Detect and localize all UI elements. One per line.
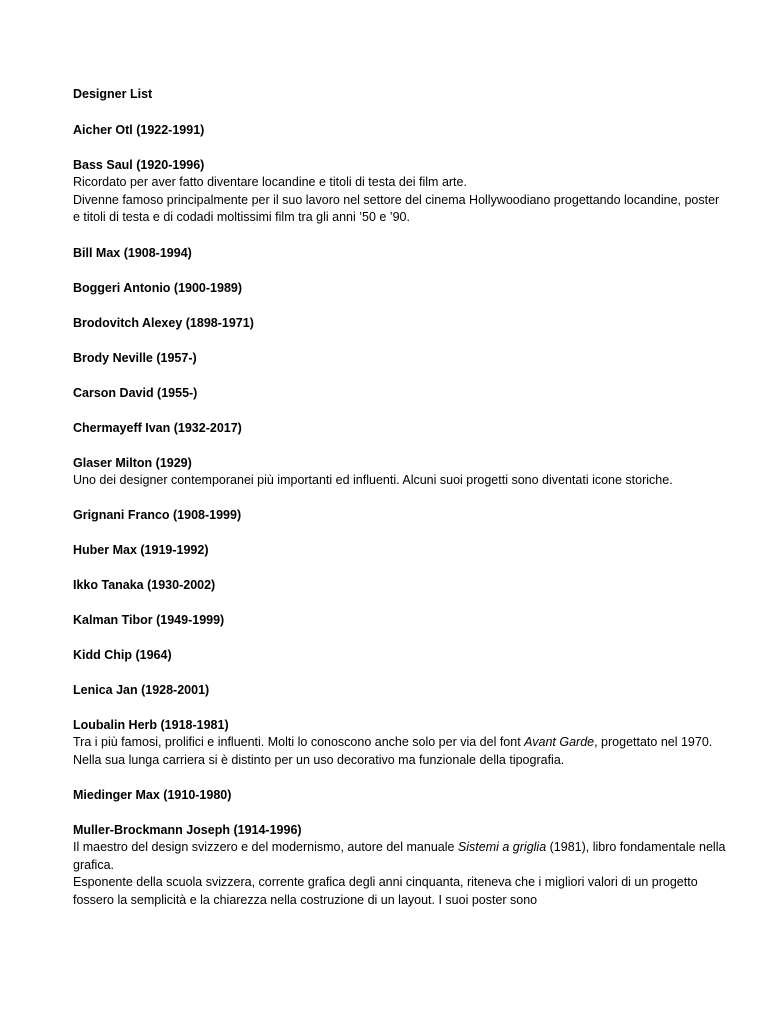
designer-description — [73, 839, 728, 874]
designer-name: Kalman Tibor (1949-1999) — [73, 613, 225, 627]
designer-entry — [73, 822, 728, 909]
document-title: Designer List — [73, 87, 153, 101]
designer-name: Muller-Brockmann Joseph (1914-1996) — [73, 823, 302, 837]
designer-name: Bass Saul (1920-1996) — [73, 158, 205, 172]
designer-name: Miedinger Max (1910-1980) — [73, 788, 232, 802]
designer-entry — [73, 420, 728, 437]
designer-name: Chermayeff Ivan (1932-2017) — [73, 420, 242, 435]
designer-name: Loubalin Herb (1918-1981) — [73, 718, 229, 732]
text-run: (1981), libro fondamentale nella grafica. — [73, 840, 726, 872]
text-run: , progettato nel 1970. — [594, 735, 713, 749]
text-run: Nella sua lunga carriera si è distinto per un uso decorativo ma funzionale della tipografia. — [73, 752, 565, 767]
designer-name: Aicher Otl (1922-1991) — [73, 123, 205, 137]
designer-entry — [73, 455, 728, 490]
designer-name: Glaser Milton (1929) — [73, 455, 192, 470]
designer-entry — [73, 787, 728, 804]
designer-name: Brodovitch Alexey (1898-1971) — [73, 315, 254, 330]
designer-entry — [73, 507, 728, 524]
text-run: Divenne famoso principalmente per il suo lavoro nel settore del cinema Hollywoodiano progettando locandine, poster e titoli di testa e di codadi moltissimi film tra gli anni ’50 e ’90. — [73, 192, 720, 224]
designer-entry — [73, 647, 728, 664]
designer-entry — [73, 717, 728, 769]
designer-name: Lenica Jan (1928-2001) — [73, 683, 210, 697]
italic-text: Sistemi a griglia — [457, 840, 547, 854]
designer-name: Huber Max (1919-1992) — [73, 543, 209, 557]
designer-description — [73, 192, 728, 227]
text-run: Ricordato per aver fatto diventare locandine e titoli di testa dei film arte. — [73, 175, 467, 189]
designer-entry — [73, 122, 728, 139]
designer-name: Kidd Chip (1964) — [73, 648, 172, 662]
designer-entry — [73, 350, 728, 367]
designer-entry — [73, 385, 728, 402]
designer-description — [73, 874, 728, 909]
designer-entry — [73, 682, 728, 699]
designer-entry — [73, 577, 728, 594]
designer-description — [73, 734, 728, 752]
text-run: Uno dei designer contemporanei più importanti ed influenti. Alcuni suoi progetti sono diventati icone storiche. — [73, 472, 673, 487]
designer-name: Grignani Franco (1908-1999) — [73, 508, 242, 522]
designer-name: Brody Neville (1957-) — [73, 350, 197, 365]
designer-description — [73, 752, 728, 770]
designer-entry — [73, 245, 728, 262]
designer-name: Bill Max (1908-1994) — [73, 245, 192, 260]
designer-description — [73, 174, 728, 192]
designer-entry — [73, 280, 728, 297]
designer-entry — [73, 315, 728, 332]
designer-entry — [73, 542, 728, 559]
designer-name: Ikko Tanaka (1930-2002) — [73, 578, 216, 592]
text-run: Esponente della scuola svizzera, corrente grafica degli anni cinquanta, riteneva che i migliori valori di un progetto fossero la semplicità e la chiarezza nella costruzione di un layout. I suoi poster sono — [73, 875, 698, 907]
designer-description — [73, 472, 728, 490]
designer-name: Boggeri Antonio (1900-1989) — [73, 280, 243, 295]
italic-text: Avant Garde — [524, 735, 595, 749]
designer-name: Carson David (1955-) — [73, 385, 198, 400]
designer-entry — [73, 612, 728, 629]
text-run: Il maestro del design svizzero e del modernismo, autore del manuale — [73, 840, 458, 854]
designer-entry — [73, 157, 728, 227]
text-run: Tra i più famosi, prolifici e influenti. Molti lo conoscono anche solo per via del font — [73, 735, 525, 749]
designer-list — [73, 122, 728, 909]
